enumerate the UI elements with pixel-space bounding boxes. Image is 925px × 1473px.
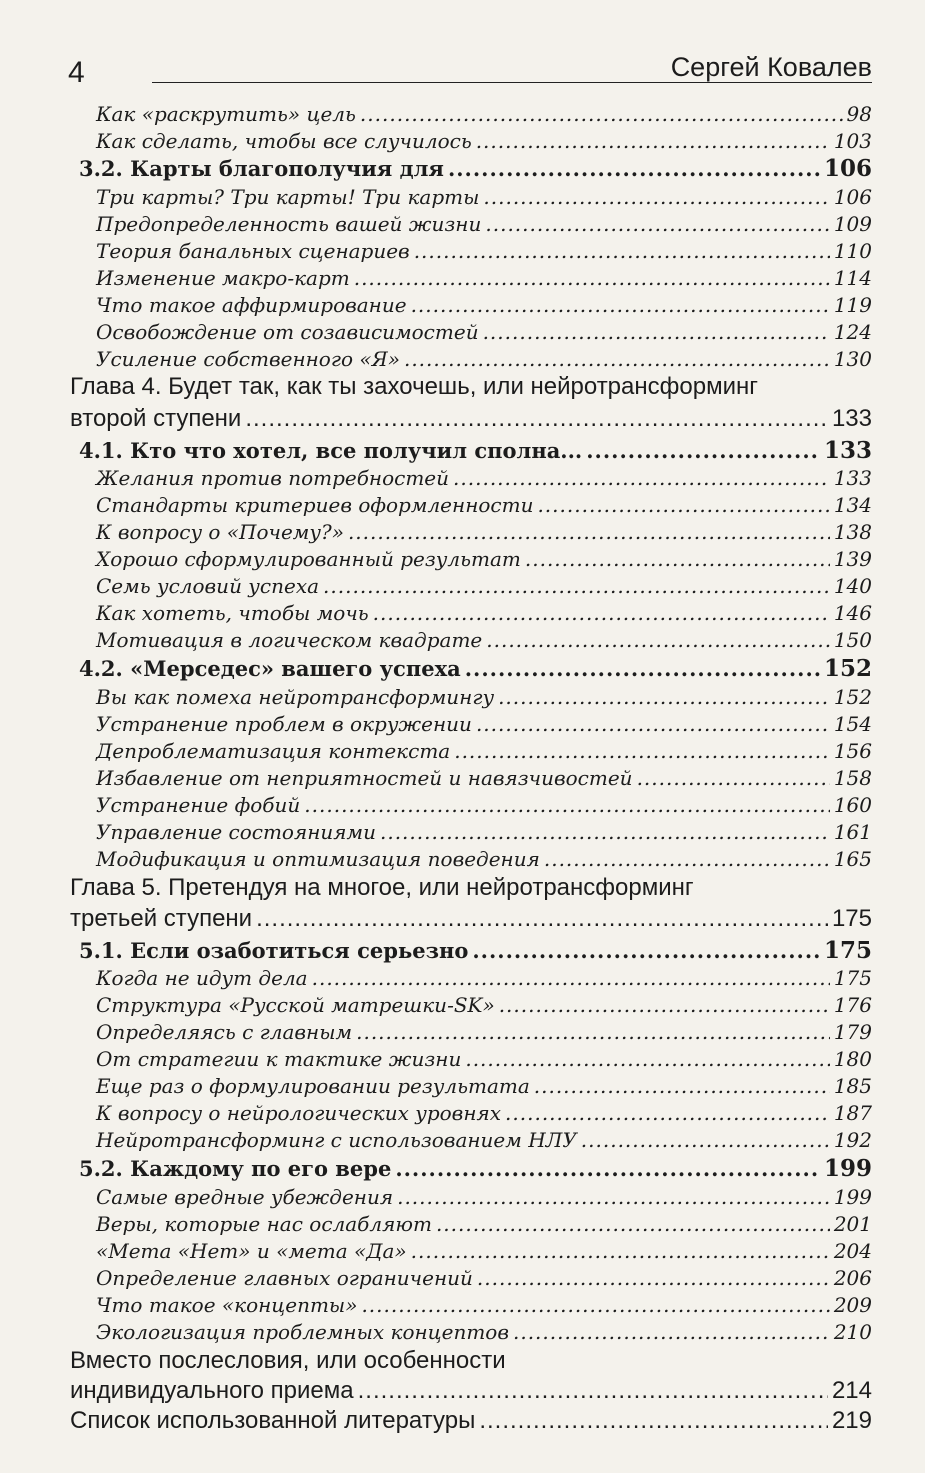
toc-entry: Освобождение от созависимостей ..... 124	[96, 320, 872, 347]
toc-entry: К вопросу о «Почему?» ..... 138	[96, 520, 872, 547]
toc-entry: Семь условий успеха ..... 140	[96, 574, 872, 601]
toc-entry: Определение главных ограничений ..... 206	[96, 1266, 872, 1293]
toc-entry: Управление состояниями ..... 161	[96, 820, 872, 847]
toc-entry: Модификация и оптимизация поведения ..... 165	[96, 847, 872, 874]
toc-entry: Стандарты критериев оформленности ..... 134	[96, 493, 872, 520]
toc-entry: Мотивация в логическом квадрате ..... 150	[96, 628, 872, 655]
toc-entry: Как сделать, чтобы все случилось ..... 103	[96, 129, 872, 156]
toc-entry: Структура «Русской матрешки-SK» ..... 176	[96, 993, 872, 1020]
toc-section: 4.2. «Мерседес» вашего успеха ..... 152	[79, 655, 872, 683]
toc-entry: Устранение проблем в окружении ..... 154	[96, 712, 872, 739]
toc-entry: Что такое «концепты» ..... 209	[96, 1293, 872, 1320]
toc-entry: Как хотеть, чтобы мочь ..... 146	[96, 601, 872, 628]
toc-entry: Что такое аффирмирование ..... 119	[96, 293, 872, 320]
toc-entry: Предопределенность вашей жизни ..... 109	[96, 212, 872, 239]
toc-entry: К вопросу о нейрологических уровнях ..... 187	[96, 1101, 872, 1128]
toc-section: 3.2. Карты благополучия для ..... 106	[79, 155, 872, 183]
toc-chapter-5-heading: Глава 5. Претендуя на многое, или нейротрансформинг	[70, 874, 694, 901]
toc-section: 4.1. Кто что хотел, все получил сполна... ..... 133	[79, 437, 872, 465]
toc-section: 5.1. Если озаботиться серьезно ..... 175	[79, 937, 872, 965]
page-number: 4	[68, 56, 85, 89]
toc-entry: Как «раскрутить» цель ..... 98	[96, 102, 872, 129]
toc-entry: «Мета «Нет» и «мета «Да» ..... 204	[96, 1239, 872, 1266]
toc-entry: Когда не идут дела ..... 175	[96, 966, 872, 993]
toc-chapter-4: второй ступени ..... 133	[70, 405, 872, 437]
toc-entry: Избавление от неприятностей и навязчивостей ..... 158	[96, 766, 872, 793]
toc-entry: Еще раз о формулировании результата ..... 185	[96, 1074, 872, 1101]
toc-section: 5.2. Каждому по его вере ..... 199	[79, 1155, 872, 1183]
toc-entry: Нейротрансформинг с использованием НЛУ ..... 192	[96, 1128, 872, 1155]
header-rule	[152, 82, 872, 83]
toc-chapter-4-heading: Глава 4. Будет так, как ты захочешь, или нейротрансформинг	[70, 373, 758, 400]
toc-references: Список использованной литературы ..... 219	[70, 1407, 872, 1439]
toc-entry: От стратегии к тактике жизни ..... 180	[96, 1047, 872, 1074]
toc-chapter-5: третьей ступени ..... 175	[70, 905, 872, 937]
toc-entry: Вы как помеха нейротрансформингу ..... 152	[96, 685, 872, 712]
toc-entry: Устранение фобий ..... 160	[96, 793, 872, 820]
toc-afterword: индивидуального приема ..... 214	[70, 1377, 872, 1409]
toc-entry: Определяясь с главным ..... 179	[96, 1020, 872, 1047]
toc-entry: Три карты? Три карты! Три карты ..... 106	[96, 185, 872, 212]
toc-entry: Теория банальных сценариев ..... 110	[96, 239, 872, 266]
toc-entry: Веры, которые нас ослабляют ..... 201	[96, 1212, 872, 1239]
toc-entry: Усиление собственного «Я» ..... 130	[96, 347, 872, 374]
toc-entry: Хорошо сформулированный результат ..... 139	[96, 547, 872, 574]
toc-entry: Экологизация проблемных концептов ..... 210	[96, 1320, 872, 1347]
toc-entry: Самые вредные убеждения ..... 199	[96, 1185, 872, 1212]
running-head-author: Сергей Ковалев	[670, 52, 872, 82]
page-header	[68, 48, 872, 96]
toc-afterword-heading: Вместо послесловия, или особенности	[70, 1347, 506, 1374]
toc-entry: Желания против потребностей ..... 133	[96, 466, 872, 493]
toc-entry: Изменение макро-карт ..... 114	[96, 266, 872, 293]
toc-entry: Депроблематизация контекста ..... 156	[96, 739, 872, 766]
